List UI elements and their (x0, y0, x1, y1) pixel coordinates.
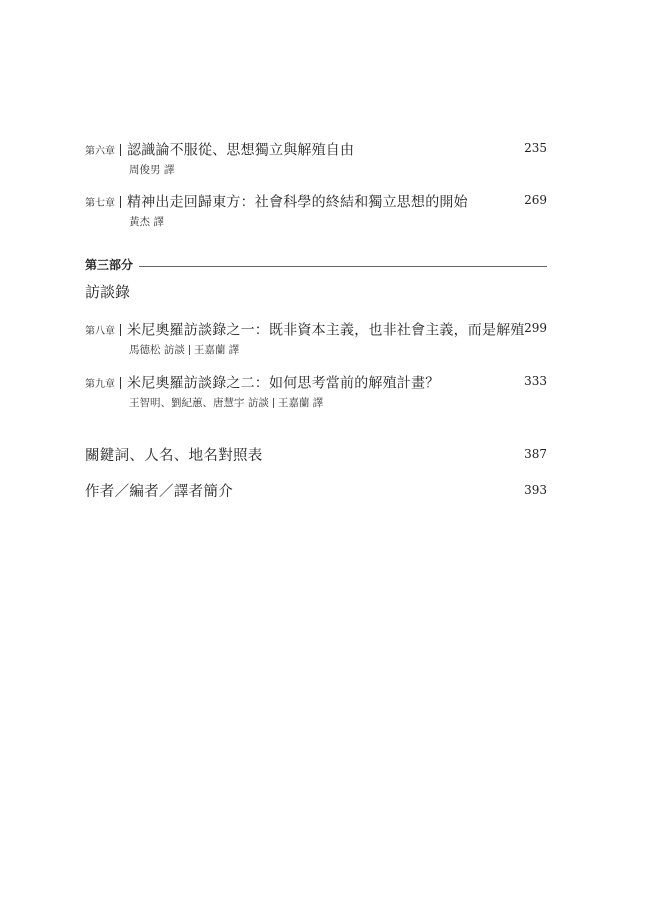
credit-text: 馬德松 訪談 (129, 344, 185, 356)
separator-bar (120, 144, 121, 156)
credit-text: 王嘉蘭 譯 (193, 344, 240, 356)
page-number: 299 (524, 321, 547, 335)
page-number: 333 (524, 374, 547, 388)
chapter-credit (85, 395, 547, 410)
credit-separator (189, 345, 190, 355)
toc-entry-chapter-9[interactable] (85, 372, 547, 410)
part-label: 第三部分 (85, 256, 139, 273)
chapter-title: 米尼奧羅訪談錄之二：如何思考當前的解殖計畫？ (127, 375, 440, 392)
credit-text: 周俊男 譯 (129, 164, 175, 176)
toc-entry-chapter-7[interactable] (85, 191, 547, 229)
chapter-title: 認識論不服從、思想獨立與解殖自由 (127, 142, 355, 159)
toc-entry-contributors[interactable] (85, 480, 547, 500)
credit-text: 黃杰 譯 (129, 216, 164, 228)
page-number: 387 (524, 447, 547, 461)
chapter-number: 第六章 (85, 146, 115, 157)
back-matter-title: 作者／編者／譯者簡介 (85, 484, 233, 500)
chapter-number: 第八章 (85, 326, 115, 337)
toc-entry-chapter-8[interactable] (85, 319, 547, 357)
separator-bar (120, 377, 121, 389)
chapter-title: 米尼奧羅訪談錄之一：既非資本主義，也非社會主義，而是解殖 (127, 322, 525, 339)
toc-entry-glossary[interactable] (85, 444, 547, 464)
chapter-title: 精神出走回歸東方：社會科學的終結和獨立思想的開始 (127, 194, 468, 211)
page-number: 235 (524, 141, 547, 155)
chapter-credit (85, 214, 547, 229)
part-title: 訪談錄 (85, 283, 131, 301)
separator-bar (120, 196, 121, 208)
credit-separator (273, 398, 274, 408)
toc-entry-chapter-6[interactable] (85, 139, 547, 177)
chapter-number: 第七章 (85, 198, 115, 209)
page-number: 393 (524, 483, 547, 497)
chapter-number: 第九章 (85, 379, 115, 390)
credit-text: 王智明、劉紀蕙、唐慧宇 訪談 (129, 397, 269, 409)
part-rule (137, 266, 547, 267)
chapter-credit (85, 342, 547, 357)
chapter-credit (85, 162, 547, 177)
separator-bar (120, 324, 121, 336)
credit-text: 王嘉蘭 譯 (277, 397, 324, 409)
part-heading (85, 256, 547, 274)
back-matter-title: 關鍵詞、人名、地名對照表 (85, 448, 263, 464)
page-number: 269 (524, 193, 547, 207)
